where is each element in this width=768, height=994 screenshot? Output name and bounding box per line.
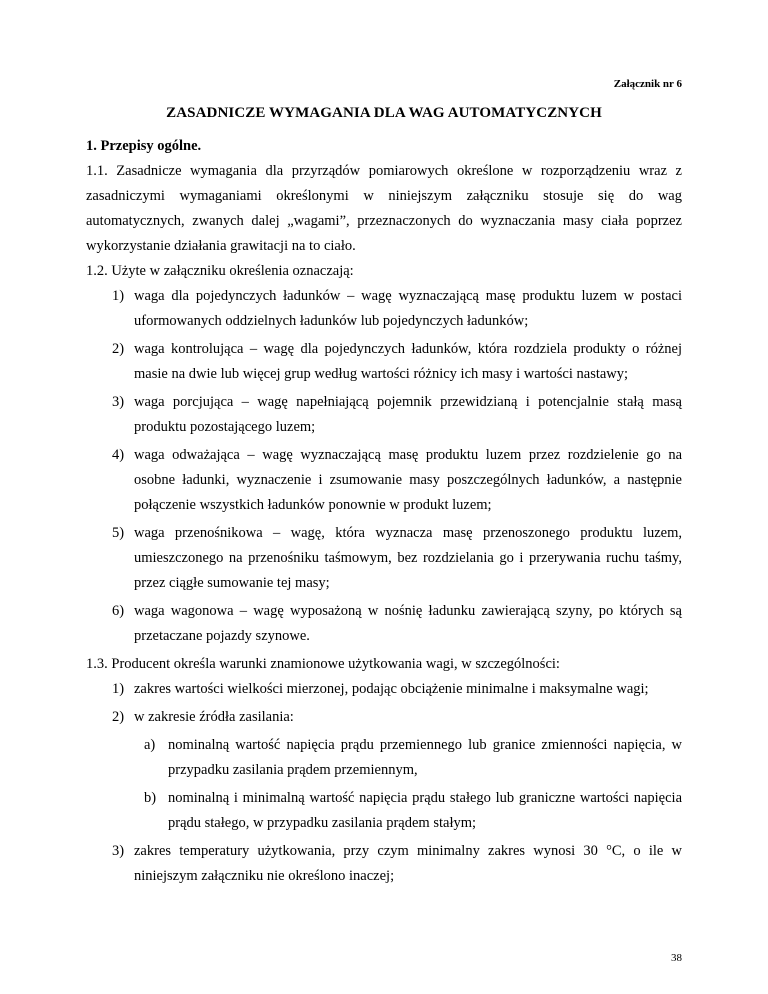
list-number: 4) bbox=[112, 447, 125, 463]
list-text: waga porcjująca – wagę napełniającą pojemnik przewidzianą i potencjalnie stałą masą produktu pozostającego luzem; bbox=[134, 394, 682, 435]
power-sub-item bbox=[86, 786, 682, 836]
list-text: waga dla pojedynczych ładunków – wagę wyznaczającą masę produktu luzem w postaci uformowanych oddzielnych ładunków lub pojedynczych ładunków; bbox=[134, 288, 682, 329]
paragraph-1-2: 1.2. Użyte w załączniku określenia oznaczają: bbox=[86, 263, 354, 279]
list-text: waga odważająca – wagę wyznaczającą masę produktu luzem przez rozdzielenie go na osobne ładunki, wyznaczenie i zsumowanie masy poszczególnych ładunków, a następnie połączenie wszystkich ładunków ponownie w produkt luzem; bbox=[134, 447, 682, 513]
list-number: 3) bbox=[112, 394, 125, 410]
paragraph-1-3: 1.3. Producent określa warunki znamionowe użytkowania wagi, w szczególności: bbox=[86, 656, 560, 672]
list-number: 6) bbox=[112, 603, 125, 619]
list-number: 2) bbox=[112, 709, 125, 725]
definition-item bbox=[86, 599, 682, 649]
list-text: zakres temperatury użytkowania, przy czym minimalny zakres wynosi 30 °C, o ile w niniejszym załączniku nie określono inaczej; bbox=[134, 843, 682, 884]
condition-item bbox=[86, 705, 682, 730]
sub-list-text: nominalną i minimalną wartość napięcia prądu stałego lub graniczne wartości napięcia prądu stałego, w przypadku zasilania prądem stałym; bbox=[168, 790, 682, 831]
sub-list-letter: b) bbox=[144, 790, 157, 806]
annex-label: Załącznik nr 6 bbox=[613, 78, 682, 90]
list-number: 5) bbox=[112, 525, 125, 541]
list-text: waga kontrolująca – wagę dla pojedynczych ładunków, która rozdziela produkty o różnej masie na dwie lub więcej grup według wartości różnicy ich masy i wartości nastawy; bbox=[134, 341, 682, 382]
condition-item bbox=[86, 677, 682, 702]
document-title: ZASADNICZE WYMAGANIA DLA WAG AUTOMATYCZNYCH bbox=[166, 105, 602, 121]
definition-item bbox=[86, 284, 682, 334]
page-number: 38 bbox=[671, 952, 682, 964]
sub-list-text: nominalną wartość napięcia prądu przemiennego lub granice zmienności napięcia, w przypadku zasilania prądem przemiennym, bbox=[168, 737, 682, 778]
sub-list-letter: a) bbox=[144, 737, 156, 753]
list-number: 3) bbox=[112, 843, 125, 859]
list-text: w zakresie źródła zasilania: bbox=[134, 709, 294, 725]
section-heading: 1. Przepisy ogólne. bbox=[86, 138, 202, 154]
list-number: 2) bbox=[112, 341, 125, 357]
power-sub-item bbox=[86, 733, 682, 783]
definition-item bbox=[86, 390, 682, 440]
list-number: 1) bbox=[112, 681, 125, 697]
list-text: zakres wartości wielkości mierzonej, podając obciążenie minimalne i maksymalne wagi; bbox=[134, 681, 649, 697]
list-text: waga wagonowa – wagę wyposażoną w nośnię ładunku zawierającą szyny, po których są przetaczane pojazdy szynowe. bbox=[134, 603, 682, 644]
paragraph-1-1: 1.1. Zasadnicze wymagania dla przyrządów pomiarowych określone w rozporządzeniu wraz z zasadniczymi wymaganiami określonymi w niniejszym załączniku stosuje się do wag automatycznych, zwanych dalej „wagami”, przeznaczonych do wyznaczania masy ciała poprzez wykorzystanie działania grawitacji na to ciało. bbox=[86, 163, 682, 254]
definition-item bbox=[86, 337, 682, 387]
definition-item bbox=[86, 521, 682, 596]
list-number: 1) bbox=[112, 288, 125, 304]
document-body bbox=[86, 134, 682, 892]
list-text: waga przenośnikowa – wagę, która wyznacza masę przenoszonego produktu luzem, umieszczonego na przenośniku taśmowym, bez rozdzielania go i przerywania ruchu taśmy, przez ciągłe sumowanie tej masy; bbox=[134, 525, 682, 591]
condition-item bbox=[86, 839, 682, 889]
definition-item bbox=[86, 443, 682, 518]
